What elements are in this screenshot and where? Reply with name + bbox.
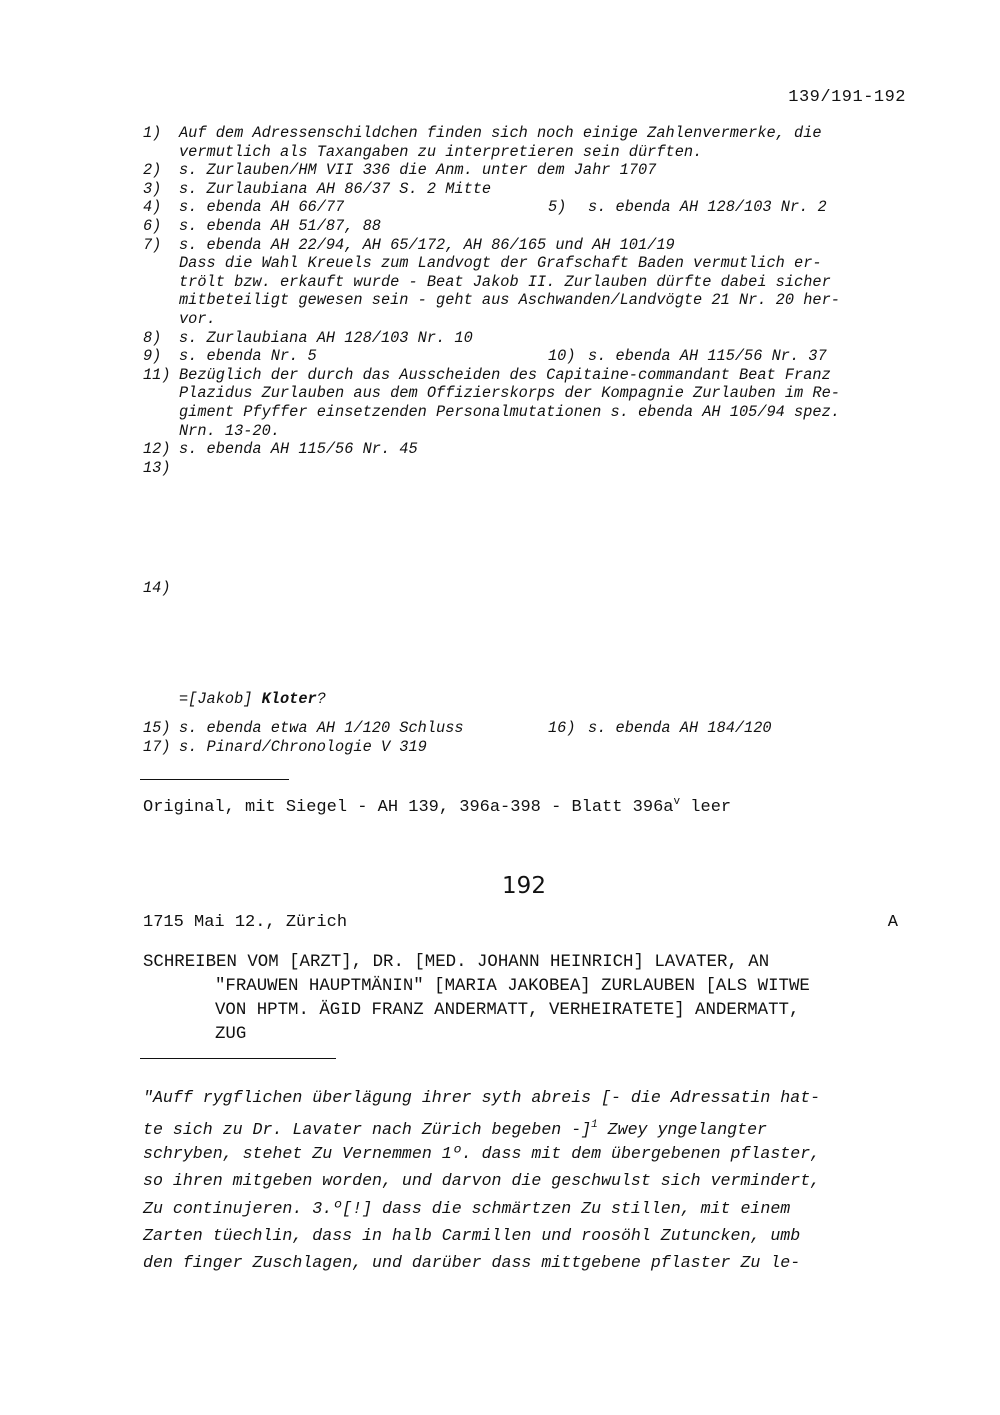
footnote-text: Bezüglich der durch das Ausscheiden des Capitaine-commandant Beat Franz bbox=[179, 365, 831, 384]
kloter-note bbox=[179, 690, 326, 708]
footnote-text: s. ebenda AH 184/120 bbox=[588, 719, 772, 737]
footnote-line bbox=[143, 161, 913, 179]
body-line-tail: Zwey yngelangter bbox=[597, 1120, 768, 1139]
footnote-line bbox=[143, 143, 913, 161]
footnote-text: s. Zurlaubiana AH 86/37 S. 2 Mitte bbox=[179, 179, 492, 198]
date-place: 1715 Mai 12., Zürich bbox=[143, 913, 348, 932]
footnote-text: s. ebenda AH 51/87, 88 bbox=[179, 217, 381, 235]
footnote-text: Dass die Wahl Kreuels zum Landvogt der Grafschaft Baden vermutlich er- bbox=[179, 254, 822, 273]
kloter-suffix: ? bbox=[316, 690, 326, 708]
document-number: 192 bbox=[502, 873, 546, 899]
footnote-number: 15) bbox=[143, 719, 171, 737]
footnote-line bbox=[143, 291, 913, 309]
footnote-number: 2) bbox=[143, 161, 162, 180]
footnote-number: 7) bbox=[143, 235, 162, 254]
footnote-line bbox=[143, 579, 913, 597]
footnote-text: s. ebenda AH 128/103 Nr. 2 bbox=[588, 198, 827, 217]
footnote-number: 10) bbox=[548, 347, 576, 366]
footnote-text: s. Zurlaubiana AH 128/103 Nr. 10 bbox=[179, 328, 473, 347]
footnote-line bbox=[143, 384, 913, 402]
footnote-line bbox=[143, 217, 913, 235]
body-line: so ihren mitgeben worden, und darvon die geschwulst sich vermindert, bbox=[143, 1171, 821, 1190]
footnote-text: giment Pfyffer einsetzenden Personalmutationen s. ebenda AH 105/94 spez. bbox=[179, 403, 840, 421]
original-note-tail: leer bbox=[680, 798, 732, 817]
body-line: "Auff rygflichen überlägung ihrer syth abreis [- die Adressatin hat- bbox=[143, 1088, 821, 1107]
footnote-number: 17) bbox=[143, 737, 171, 756]
document-letter: A bbox=[887, 913, 898, 932]
footnote-text: s. ebenda AH 22/94, AH 65/172, AH 86/165 und AH 101/19 bbox=[179, 235, 675, 254]
footnote-line bbox=[143, 403, 913, 421]
footnote-line bbox=[143, 719, 913, 737]
footnote-number: 4) bbox=[143, 198, 162, 217]
footnote-text: vor. bbox=[179, 310, 216, 328]
footnote-number: 14) bbox=[143, 579, 171, 597]
footnote-line bbox=[143, 366, 913, 384]
footnote-line bbox=[143, 738, 913, 756]
heading-line: "FRAUWEN HAUPTMÄNIN" [MARIA JAKOBEA] ZURLAUBEN [ALS WITWE bbox=[215, 977, 810, 996]
body-line: den finger Zuschlagen, und darüber dass mittgebene pflaster Zu le- bbox=[143, 1253, 801, 1272]
footnote-divider bbox=[140, 779, 289, 780]
footnote-line bbox=[143, 422, 913, 440]
footnote-number: 8) bbox=[143, 328, 162, 347]
footnote-line bbox=[143, 124, 913, 142]
footnote-text: trölt bzw. erkauft wurde - Beat Jakob II. Zurlauben dürfte dabei sicher bbox=[179, 272, 831, 291]
heading-line: VON HPTM. ÄGID FRANZ ANDERMATT, VERHEIRATETE] ANDERMATT, bbox=[215, 1001, 800, 1020]
footnote-number: 13) bbox=[143, 458, 171, 477]
footnote-number: 3) bbox=[143, 179, 162, 198]
kloter-prefix: =[Jakob] bbox=[179, 690, 262, 708]
body-line: schryben, stehet Zu Vernemmen 1º. dass mit dem übergebenen pflaster, bbox=[143, 1144, 821, 1163]
footnote-number: 5) bbox=[548, 198, 567, 217]
footnote-text: Nrn. 13-20. bbox=[179, 421, 280, 440]
footnote-text: Auf dem Adressenschildchen finden sich noch einige Zahlenvermerke, die bbox=[179, 124, 822, 142]
footnote-text: mitbeteiligt gewesen sein - geht aus Aschwanden/Landvögte 21 Nr. 20 her- bbox=[179, 291, 840, 310]
footnote-ref: 1 bbox=[591, 1119, 598, 1131]
body-line: Zarten tüechlin, dass in halb Carmillen und roosöhl Zutuncken, umb bbox=[143, 1226, 801, 1245]
footnote-line bbox=[143, 459, 913, 477]
footnote-text: s. Zurlauben/HM VII 336 die Anm. unter dem Jahr 1707 bbox=[179, 161, 657, 180]
footnote-line bbox=[143, 329, 913, 347]
footnote-number: 12) bbox=[143, 440, 171, 459]
original-note-text: Original, mit Siegel - AH 139, 396a-398 - Blatt 396a bbox=[143, 798, 674, 817]
footnote-number: 16) bbox=[548, 719, 576, 737]
footnote-text: s. Pinard/Chronologie V 319 bbox=[179, 737, 427, 756]
heading-divider bbox=[140, 1058, 336, 1059]
footnote-number: 6) bbox=[143, 217, 162, 235]
footnote-text: s. ebenda AH 115/56 Nr. 37 bbox=[588, 347, 827, 366]
footnote-line bbox=[143, 273, 913, 291]
footnote-line bbox=[143, 254, 913, 272]
footnote-line bbox=[143, 180, 913, 198]
original-note bbox=[143, 796, 731, 817]
footnote-line bbox=[143, 347, 913, 365]
footnote-number: 11) bbox=[143, 365, 171, 384]
body-line bbox=[143, 1112, 767, 1139]
footnote-line bbox=[143, 236, 913, 254]
footnote-text: s. ebenda Nr. 5 bbox=[179, 347, 317, 366]
kloter-name: Kloter bbox=[261, 690, 317, 708]
page-reference: 139/191-192 bbox=[788, 88, 906, 107]
heading-line: ZUG bbox=[215, 1025, 247, 1044]
footnote-number: 9) bbox=[143, 347, 162, 366]
footnote-line bbox=[143, 310, 913, 328]
body-line-text: te sich zu Dr. Lavater nach Zürich begeben -] bbox=[143, 1120, 592, 1139]
footnote-number: 1) bbox=[143, 124, 162, 142]
footnote-line bbox=[143, 198, 913, 216]
heading-line: SCHREIBEN VOM [ARZT], DR. [MED. JOHANN HEINRICH] LAVATER, AN bbox=[143, 953, 770, 972]
footnote-text: s. ebenda etwa AH 1/120 Schluss bbox=[179, 719, 464, 737]
footnote-text: vermutlich als Taxangaben zu interpretieren sein dürften. bbox=[179, 142, 703, 161]
original-note-sup: v bbox=[673, 796, 681, 808]
footnote-line bbox=[143, 440, 913, 458]
body-line: Zu continujeren. 3.º[!] dass die schmärtzen Zu stillen, mit einem bbox=[143, 1199, 791, 1218]
footnote-text: s. ebenda AH 66/77 bbox=[179, 198, 345, 217]
footnote-text: s. ebenda AH 115/56 Nr. 45 bbox=[179, 440, 418, 459]
footnote-text: Plazidus Zurlauben aus dem Offizierskorps der Kompagnie Zurlauben im Re- bbox=[179, 384, 840, 403]
dateline bbox=[143, 913, 898, 932]
